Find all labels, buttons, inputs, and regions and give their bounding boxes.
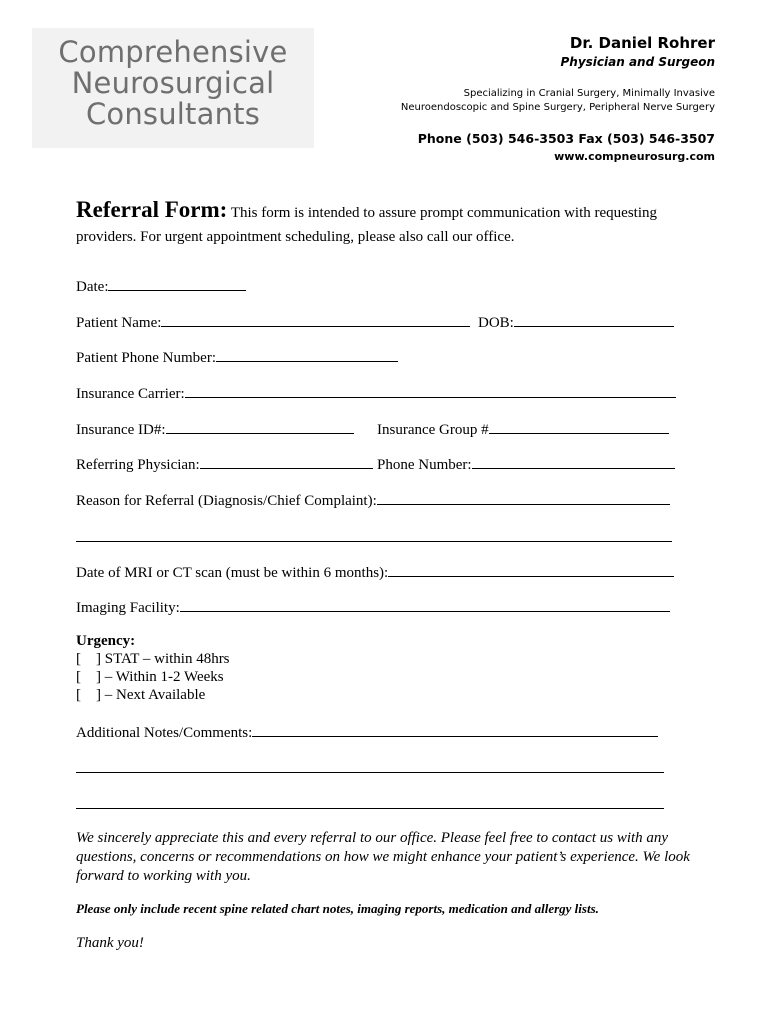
insurance-id-input-line[interactable] [166,419,354,434]
imaging-facility-input-line[interactable] [180,597,670,612]
reason-extra-line[interactable] [76,541,672,542]
intro-text-1: This form is intended to assure prompt communication with requesting [230,205,657,221]
intro-text-2: providers. For urgent appointment scheduling, please also call our office. [76,229,515,245]
additional-notes-field [76,722,658,742]
doctor-title: Physician and Surgeon [560,55,715,69]
insurance-group-input-line[interactable] [489,419,669,434]
reason-label: Reason for Referral (Diagnosis/Chief Complaint): [76,493,377,509]
date-field [76,276,246,296]
dob-input-line[interactable] [514,312,674,327]
logo-line-1: Comprehensive [58,35,288,69]
referring-physician-input-line[interactable] [200,454,373,469]
physician-phone-field [377,454,675,474]
form-title-block [76,197,696,223]
urgency-option-stat[interactable]: [ ] STAT – within 48hrs [76,651,230,667]
patient-name-label: Patient Name: [76,315,162,331]
physician-phone-label: Phone Number: [377,457,472,473]
form-title: Referral Form: [76,197,228,222]
specialty-line-1: Specializing in Cranial Surgery, Minimally Invasive [463,88,715,99]
additional-notes-label: Additional Notes/Comments: [76,725,253,741]
website: www.compneurosurg.com [554,150,715,163]
urgency-option-1-2-weeks[interactable]: [ ] – Within 1-2 Weeks [76,669,224,685]
notes-extra-line-2[interactable] [76,808,664,809]
referring-physician-field [76,454,373,474]
additional-notes-input-line[interactable] [252,722,658,737]
referring-physician-label: Referring Physician: [76,457,200,473]
insurance-carrier-label: Insurance Carrier: [76,386,185,402]
reason-field [76,490,670,510]
phone-fax: Phone (503) 546-3503 Fax (503) 546-3507 [417,131,715,146]
mri-date-label: Date of MRI or CT scan (must be within 6 months): [76,565,389,581]
patient-phone-field [76,347,398,367]
dob-label: DOB: [478,315,514,331]
insurance-id-label: Insurance ID#: [76,422,166,438]
patient-phone-input-line[interactable] [216,347,398,362]
urgency-option-next-available[interactable]: [ ] – Next Available [76,687,206,703]
insurance-group-field [377,419,669,439]
insurance-carrier-field [76,383,676,403]
specialty-line-2: Neuroendoscopic and Spine Surgery, Peripheral Nerve Surgery [400,102,715,113]
patient-phone-label: Patient Phone Number: [76,350,216,366]
reason-input-line[interactable] [377,490,670,505]
notes-extra-line-1[interactable] [76,772,664,773]
practice-logo [32,28,314,148]
dob-field [478,312,674,332]
physician-phone-input-line[interactable] [472,454,675,469]
insurance-id-field [76,419,354,439]
insurance-carrier-input-line[interactable] [185,383,676,398]
imaging-facility-field [76,597,670,617]
urgency-title: Urgency: [76,633,136,649]
mri-date-input-line[interactable] [388,562,674,577]
attachment-note: Please only include recent spine related chart notes, imaging reports, medication and allergy lists. [76,901,599,916]
mri-date-field [76,562,674,582]
patient-name-input-line[interactable] [161,312,470,327]
date-label: Date: [76,279,109,295]
logo-line-3: Consultants [85,97,261,131]
thank-you: Thank you! [76,935,144,951]
imaging-facility-label: Imaging Facility: [76,600,180,616]
patient-name-field [76,312,470,332]
insurance-group-label: Insurance Group # [377,422,489,438]
closing-paragraph: We sincerely appreciate this and every referral to our office. Please feel free to contact us with any questions, concerns or recommendations on how we might enhance your patient’s experience. We look forward to working with you. [76,830,690,884]
date-input-line[interactable] [108,276,246,291]
doctor-name: Dr. Daniel Rohrer [569,34,715,52]
logo-line-2: Neurosurgical [71,66,275,100]
